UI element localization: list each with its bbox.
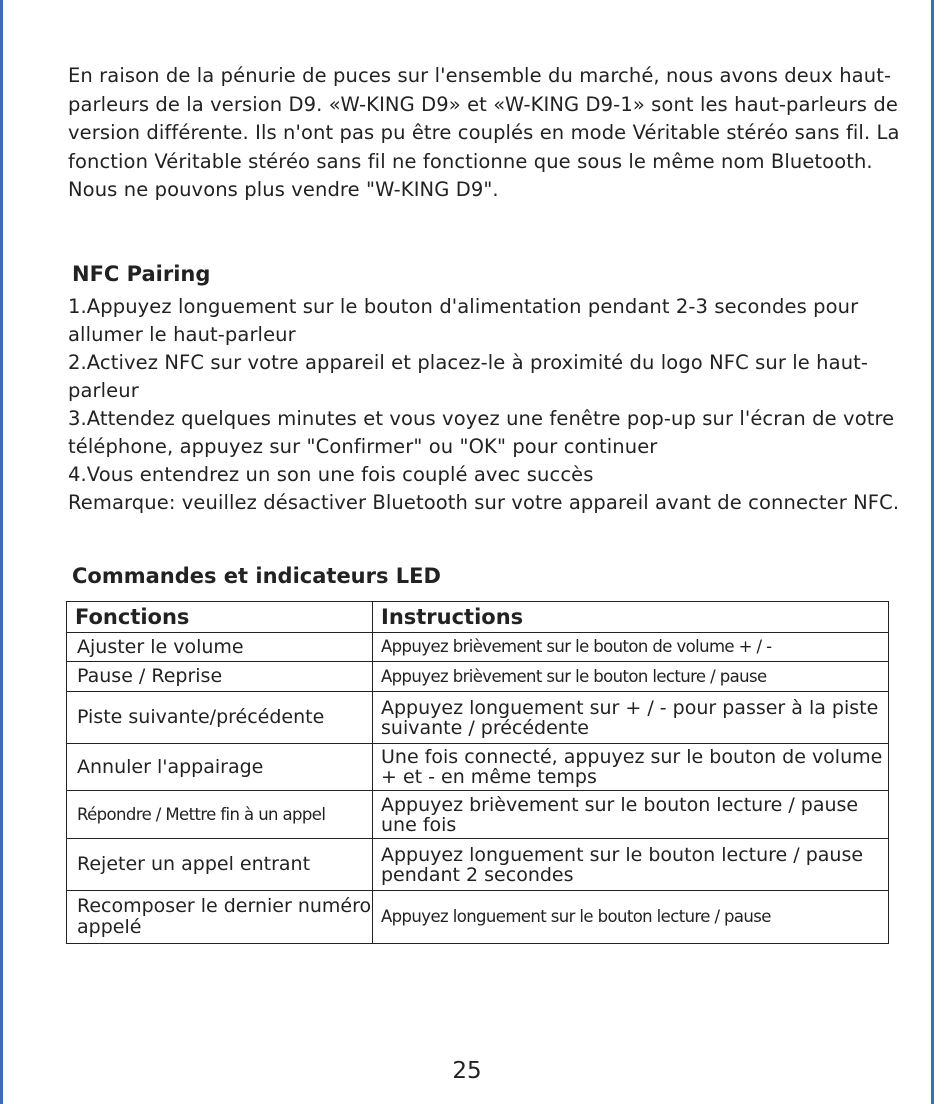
nfc-step-1: 1.Appuyez longuement sur le bouton d'alimentation pendant 2-3 secondes pour allumer le haut-parleur: [68, 295, 859, 346]
instruction-cell: Appuyez longuement sur le bouton lecture / pause pendant 2 secondes: [373, 839, 889, 891]
function-cell: Piste suivante/précédente: [67, 692, 373, 744]
controls-table: [66, 601, 889, 944]
table-row: [67, 791, 889, 839]
table-header-row: [67, 602, 889, 633]
function-cell: Ajuster le volume: [67, 633, 373, 662]
nfc-step-3: 3.Attendez quelques minutes et vous voyez une fenêtre pop-up sur l'écran de votre téléphone, appuyez sur "Confirmer" ou "OK" pour continuer: [68, 407, 895, 458]
function-cell: Recomposer le dernier numéro appelé: [67, 891, 373, 944]
page-number: 25: [452, 1058, 482, 1084]
nfc-steps: [68, 293, 918, 517]
table-row: [67, 744, 889, 791]
instruction-cell: Appuyez longuement sur le bouton lecture / pause: [373, 891, 889, 944]
table-row: [67, 839, 889, 891]
intro-paragraph: En raison de la pénurie de puces sur l'ensemble du marché, nous avons deux haut-parleurs de la version D9. «W-KING D9» et «W-KING D9-1» sont les haut-parleurs de version différente. Ils n'ont pas pu être couplés en mode Véritable stéréo sans fil. La fonction Véritable stéréo sans fil ne fonctionne que sous le même nom Bluetooth. Nous ne pouvons plus vendre "W-KING D9".: [68, 64, 900, 201]
function-cell: Pause / Reprise: [67, 662, 373, 692]
instruction-cell: Appuyez brièvement sur le bouton lecture / pause une fois: [373, 791, 889, 839]
function-cell: Répondre / Mettre fin à un appel: [67, 791, 373, 839]
table-row: [67, 633, 889, 662]
header-functions: Fonctions: [67, 602, 373, 633]
header-instructions: Instructions: [373, 602, 889, 633]
instruction-cell: Une fois connecté, appuyez sur le bouton de volume + et - en même temps: [373, 744, 889, 791]
instruction-cell: Appuyez brièvement sur le bouton lecture / pause: [373, 662, 889, 692]
table-row: [67, 692, 889, 744]
nfc-heading: NFC Pairing: [72, 262, 211, 286]
instruction-cell: Appuyez brièvement sur le bouton de volume + / -: [373, 633, 889, 662]
function-cell: Annuler l'appairage: [67, 744, 373, 791]
table-row: [67, 662, 889, 692]
nfc-step-4: 4.Vous entendrez un son une fois couplé avec succès: [68, 463, 594, 486]
nfc-note: Remarque: veuillez désactiver Bluetooth sur votre appareil avant de connecter NFC.: [68, 491, 900, 514]
controls-heading: Commandes et indicateurs LED: [72, 564, 441, 588]
function-cell: Rejeter un appel entrant: [67, 839, 373, 891]
nfc-step-2: 2.Activez NFC sur votre appareil et placez-le à proximité du logo NFC sur le haut-parleur: [68, 351, 869, 402]
left-edge-bar: [0, 0, 3, 1104]
instruction-cell: Appuyez longuement sur + / - pour passer à la piste suivante / précédente: [373, 692, 889, 744]
table-row: [67, 891, 889, 944]
